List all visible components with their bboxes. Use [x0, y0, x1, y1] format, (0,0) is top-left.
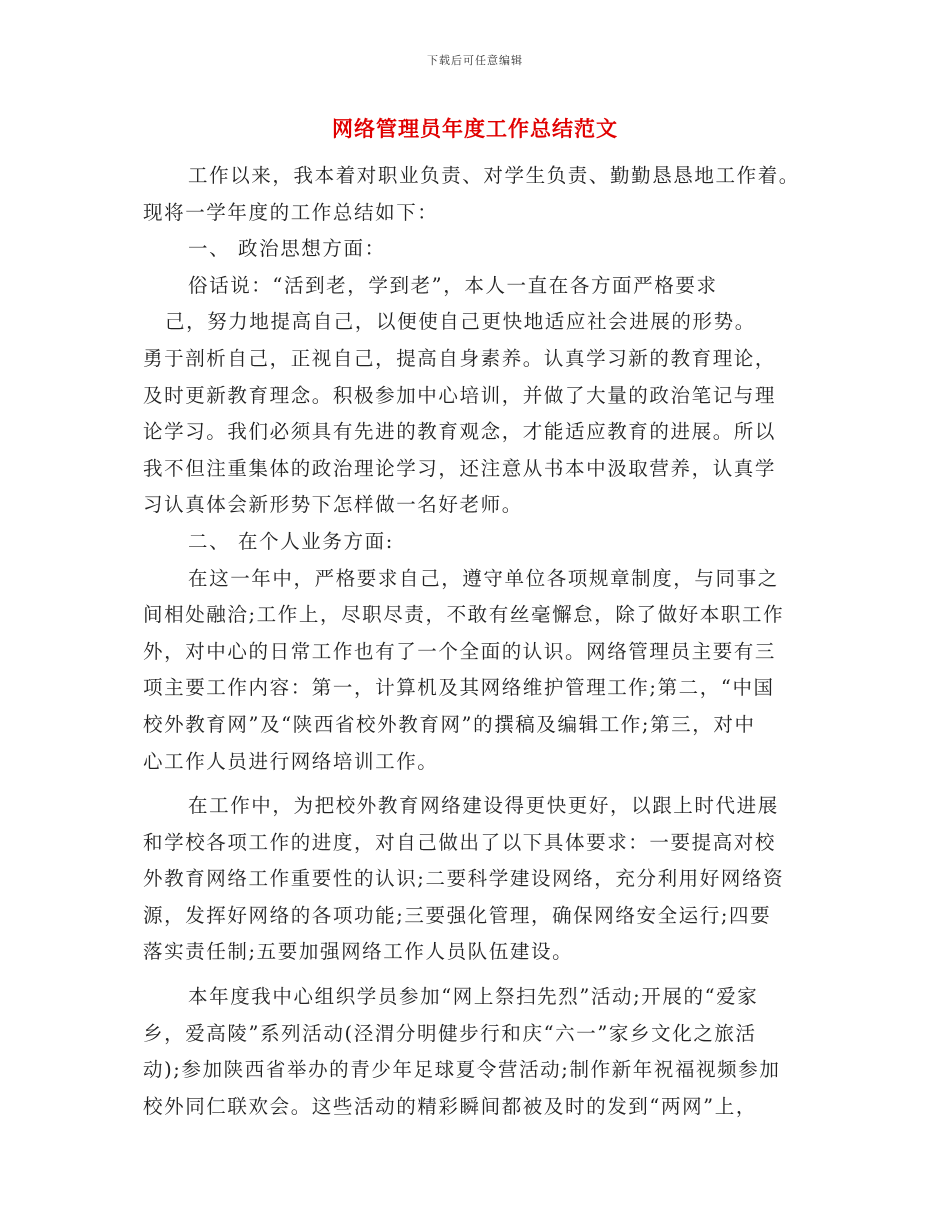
paragraph-line: 我不但注重集体的政治理论学习，还注意从书本中汲取营养，认真学: [143, 456, 777, 480]
paragraph-line: 间相处融洽;工作上，尽职尽责，不敢有丝毫懈怠，除了做好本职工作: [143, 603, 785, 627]
paragraph-line: 和学校各项工作的进度，对自己做出了以下具体要求：一要提高对校: [143, 830, 777, 854]
paragraph-line: 动);参加陕西省举办的青少年足球夏令营活动;制作新年祝福视频参加: [143, 1058, 781, 1082]
paragraph-line: 外教育网络工作重要性的认识;二要科学建设网络，充分利用好网络资: [143, 867, 785, 891]
paragraph-line: 己，努力地提高自己，以便使自己更快地适应社会进展的形势。: [165, 310, 756, 334]
paragraph-line: 习认真体会新形势下怎样做一名好老师。: [143, 493, 523, 517]
page-header: 下载后可任意编辑: [427, 54, 523, 67]
document-body: [143, 158, 813, 1125]
paragraph-line: 工作以来，我本着对职业负责、对学生负责、勤勤恳恳地工作着。: [188, 164, 800, 187]
paragraph-line: 项主要工作内容：第一，计算机及其网络维护管理工作;第二，“中国: [143, 676, 775, 700]
section-heading: 一、 政治思想方面：: [188, 237, 386, 261]
paragraph-line: 论学习。我们必须具有先进的教育观念，才能适应教育的进展。所以: [143, 420, 777, 444]
document-title: 网络管理员年度工作总结范文: [332, 116, 618, 141]
paragraph-line: 本年度我中心组织学员参加“网上祭扫先烈”活动;开展的“爱家: [188, 985, 759, 1009]
paragraph-line: 俗话说：“活到老，学到老”，本人一直在各方面严格要求: [188, 273, 718, 297]
section-heading: 二、 在个人业务方面:: [188, 529, 394, 553]
paragraph-line: 在这一年中，严格要求自己，遵守单位各项规章制度，与同事之: [188, 566, 779, 590]
paragraph-line: 校外教育网”及“陕西省校外教育网”的撰稿及编辑工作;第三，对中: [143, 712, 756, 736]
paragraph-line: 乡，爱高陵”系列活动(泾渭分明健步行和庆“六一”家乡文化之旅活: [143, 1021, 757, 1045]
paragraph-line: 源，发挥好网络的各项功能;三要强化管理，确保网络安全运行;四要: [143, 903, 772, 927]
paragraph-line: 勇于剖析自己，正视自己，提高自身素养。认真学习新的教育理论，: [143, 346, 777, 370]
paragraph-line: 心工作人员进行网络培训工作。: [143, 749, 439, 773]
paragraph-gap: [143, 971, 813, 979]
paragraph-gap: [143, 780, 813, 788]
paragraph-line: 及时更新教育理念。积极参加中心培训，并做了大量的政治笔记与理: [143, 383, 777, 407]
paragraph-line: 校外同仁联欢会。这些活动的精彩瞬间都被及时的发到“两网”上，: [143, 1094, 757, 1118]
paragraph-line: 外，对中心的日常工作也有了一个全面的认识。网络管理员主要有三: [143, 639, 777, 663]
paragraph-line: 在工作中，为把校外教育网络建设得更快更好，以跟上时代进展: [188, 794, 779, 818]
paragraph-line: 落实责任制;五要加强网络工作人员队伍建设。: [143, 940, 574, 964]
paragraph-line: 现将一学年度的工作总结如下：: [143, 200, 439, 224]
